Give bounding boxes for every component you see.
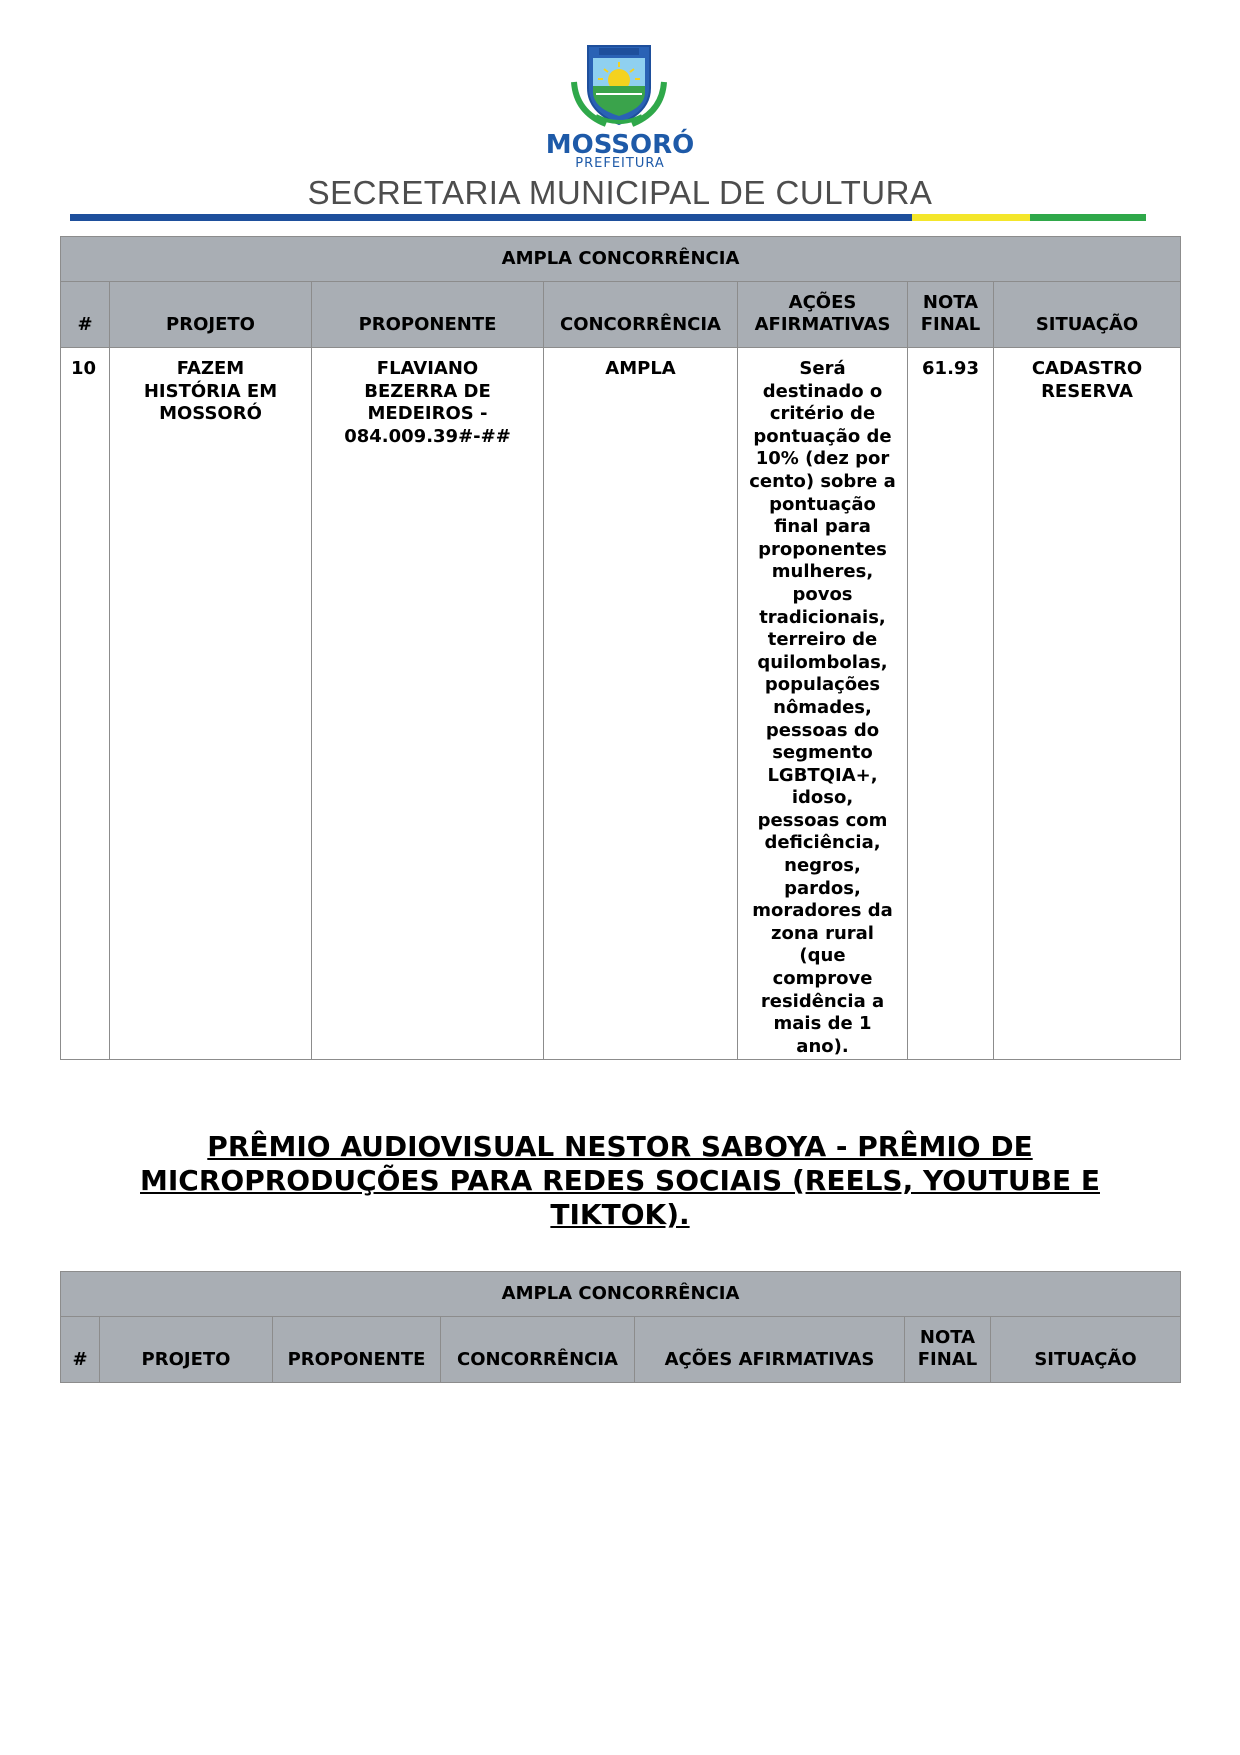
column-header-num: #: [61, 1317, 100, 1383]
section-heading: PRÊMIO AUDIOVISUAL NESTOR SABOYA - PRÊMIO DE MICROPRODUÇÕES PARA REDES SOCIAIS (REELS, YOUTUBE E TIKTOK).: [140, 1130, 1100, 1231]
header-bar-yellow: [912, 214, 1030, 221]
column-header-num: #: [61, 282, 110, 348]
column-header-concorrencia: CONCORRÊNCIA: [544, 282, 738, 348]
section-title: AMPLA CONCORRÊNCIA: [61, 237, 1181, 282]
table-section-row: [61, 1272, 1181, 1317]
column-header-situacao: SITUAÇÃO: [991, 1317, 1181, 1383]
column-header-concorrencia: CONCORRÊNCIA: [441, 1317, 635, 1383]
table-row: [61, 348, 1181, 1060]
cell-situacao: CADASTRO RESERVA: [994, 348, 1181, 1060]
column-header-projeto: PROJETO: [100, 1317, 273, 1383]
table-section-row: [61, 237, 1181, 282]
cell-proponente: FLAVIANO BEZERRA DE MEDEIROS - 084.009.39#-##: [312, 348, 544, 1060]
department-title: SECRETARIA MUNICIPAL DE CULTURA: [307, 174, 933, 211]
header-bar-blue: [70, 214, 912, 221]
section-title: AMPLA CONCORRÊNCIA: [61, 1272, 1181, 1317]
cell-concorrencia: AMPLA: [544, 348, 738, 1060]
brand-subtitle: PREFEITURA: [575, 156, 665, 171]
results-table-2: [60, 1271, 1181, 1383]
municipal-crest-logo: [566, 42, 672, 130]
column-header-proponente: PROPONENTE: [312, 282, 544, 348]
header-bar-green: [1030, 214, 1146, 221]
cell-projeto: FAZEM HISTÓRIA EM MOSSORÓ: [110, 348, 312, 1060]
table-header-row: [61, 1317, 1181, 1383]
results-table-1: [60, 236, 1181, 1060]
cell-num: 10: [61, 348, 110, 1060]
column-header-acoes: AÇÕES AFIRMATIVAS: [738, 282, 908, 348]
cell-nota: 61.93: [908, 348, 994, 1060]
brand-name: MOSSORÓ: [545, 130, 695, 160]
column-header-situacao: SITUAÇÃO: [994, 282, 1181, 348]
column-header-projeto: PROJETO: [110, 282, 312, 348]
table-header-row: [61, 282, 1181, 348]
column-header-nota: NOTA FINAL: [908, 282, 994, 348]
column-header-nota: NOTA FINAL: [905, 1317, 991, 1383]
cell-acoes: Será destinado o critério de pontuação de 10% (dez por cento) sobre a pontuação final para proponentes mulheres, povos tradicionais, terreiro de quilombolas, populações nômades, pessoas do segmento LGBTQIA+, idoso, pessoas com deficiência, negros, pardos, moradores da zona rural (que comprove residência a mais de 1 ano).: [738, 348, 908, 1060]
column-header-proponente: PROPONENTE: [273, 1317, 441, 1383]
column-header-acoes: AÇÕES AFIRMATIVAS: [635, 1317, 905, 1383]
document-header: [0, 0, 1240, 230]
